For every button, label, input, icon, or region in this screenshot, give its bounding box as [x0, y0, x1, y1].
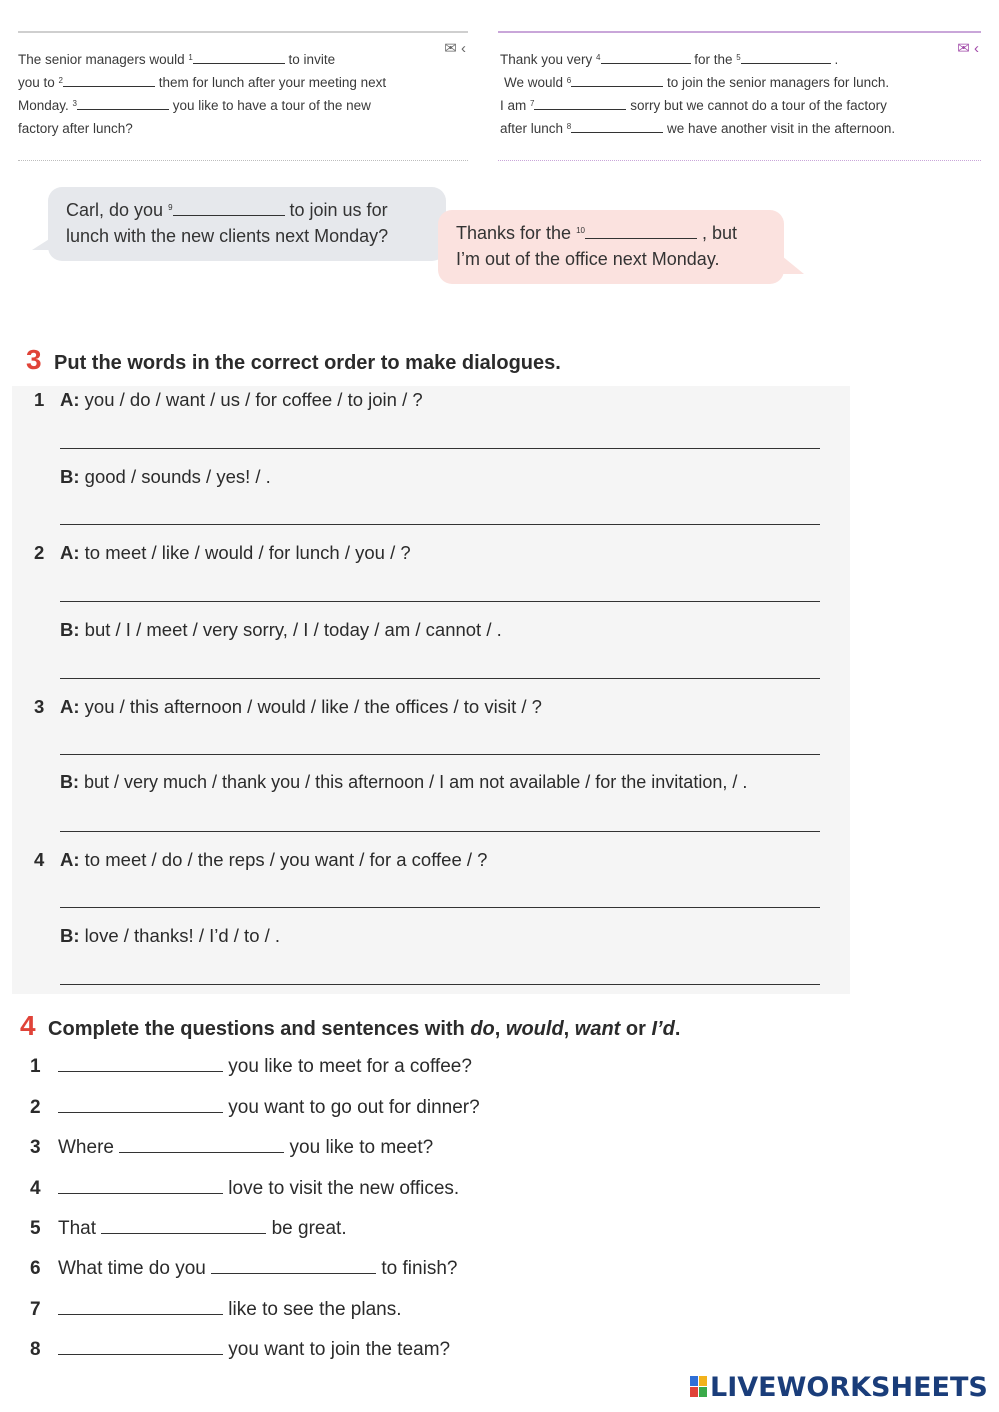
section-title: Complete the questions and sentences with do, would, want or I’d. — [48, 1018, 681, 1040]
sentence-8: 8 you want to join the team? — [30, 1339, 451, 1360]
email-right-line-1: Thank you very $^4$ for the $^5$ . — [500, 52, 839, 67]
blank-8[interactable] — [571, 120, 663, 133]
blank[interactable] — [101, 1219, 266, 1234]
section-title: Put the words in the correct order to make dialogues. — [54, 352, 561, 374]
email-left-line-2: you to $^2$ them for lunch after your meeting next — [18, 75, 387, 90]
blank[interactable] — [58, 1300, 223, 1315]
reply-icon: ‹ — [461, 40, 466, 57]
question-2-b: B: but / I / meet / very sorry, / I / today / am / cannot / . — [60, 619, 502, 640]
answer-line[interactable] — [60, 831, 820, 832]
speech-bubble-reply — [438, 210, 784, 284]
blank-10[interactable] — [585, 224, 697, 239]
blank[interactable] — [58, 1179, 223, 1194]
answer-line[interactable] — [60, 754, 820, 755]
liveworksheets-logo[interactable] — [690, 1372, 990, 1406]
answer-line[interactable] — [60, 984, 820, 985]
blank-6[interactable] — [571, 74, 663, 87]
bubble-line: I’m out of the office next Monday. — [456, 249, 720, 269]
answer-line[interactable] — [60, 524, 820, 525]
question-4-b: B: love / thanks! / I’d / to / . — [60, 925, 281, 946]
question-2-a: 2 A: to meet / like / would / for lunch / you / ? — [34, 542, 411, 563]
email-right-line-4: after lunch $^8$ we have another visit in the afternoon. — [500, 121, 896, 136]
question-1-a: 1 A: you / do / want / us / for coffee / to join / ? — [34, 389, 423, 410]
sentence-4: 4 love to visit the new offices. — [30, 1178, 460, 1199]
sentence-7: 7 like to see the plans. — [30, 1299, 402, 1320]
email-right — [498, 31, 981, 159]
question-3-a: 3 A: you / this afternoon / would / like / the offices / to visit / ? — [34, 696, 542, 717]
bubble-line: Carl, do you $^9$ to join us for — [66, 200, 388, 220]
sentence-2: 2 you want to go out for dinner? — [30, 1097, 480, 1118]
sentence-5: 5 That be great. — [30, 1218, 347, 1239]
divider — [498, 160, 981, 161]
section-number: 3 — [26, 344, 42, 375]
answer-line[interactable] — [60, 601, 820, 602]
question-1-b: B: good / sounds / yes! / . — [60, 466, 271, 487]
logo-icon — [690, 1376, 708, 1398]
blank-4[interactable] — [601, 51, 691, 64]
blank-7[interactable] — [534, 97, 626, 110]
bubble-line: Thanks for the $^{10}$ , but — [456, 223, 737, 243]
answer-line[interactable] — [60, 907, 820, 908]
email-left — [18, 31, 468, 159]
sentence-3: 3 Where you like to meet? — [30, 1137, 434, 1158]
blank[interactable] — [58, 1098, 223, 1113]
blank-1[interactable] — [193, 51, 285, 64]
bubble-tail — [782, 256, 804, 274]
question-4-a: 4 A: to meet / do / the reps / you want / for a coffee / ? — [34, 849, 488, 870]
blank[interactable] — [58, 1340, 223, 1355]
blank-2[interactable] — [63, 74, 155, 87]
email-left-line-1: The senior managers would $^1$ to invite — [18, 52, 336, 67]
blank[interactable] — [211, 1259, 376, 1274]
logo-text: LIVEWORKSHEETS — [710, 1372, 988, 1403]
sentence-6: 6 What time do you to finish? — [30, 1258, 458, 1279]
blank-5[interactable] — [741, 51, 831, 64]
answer-line[interactable] — [60, 448, 820, 449]
bubble-line: lunch with the new clients next Monday? — [66, 226, 389, 246]
email-right-line-3: I am $^7$ sorry but we cannot do a tour of the factory — [500, 98, 887, 113]
divider — [18, 160, 468, 161]
speech-bubble-carl — [48, 187, 446, 261]
email-left-line-3: Monday. $^3$ you like to have a tour of the new — [18, 98, 371, 113]
email-right-line-2: We would $^6$ to join the senior managers for lunch. — [504, 75, 890, 90]
blank-3[interactable] — [77, 97, 169, 110]
mail-icon: ✉ — [444, 40, 457, 57]
sentence-1: 1 you like to meet for a coffee? — [30, 1056, 472, 1077]
mail-icon: ✉ — [957, 40, 970, 57]
section-number: 4 — [20, 1010, 36, 1041]
blank-9[interactable] — [173, 201, 285, 216]
blank[interactable] — [119, 1138, 284, 1153]
section-4-heading — [20, 1010, 680, 1042]
blank[interactable] — [58, 1057, 223, 1072]
reply-icon: ‹ — [974, 40, 979, 57]
section-3-heading — [26, 344, 561, 376]
answer-line[interactable] — [60, 678, 820, 679]
email-left-line-4: factory after lunch? — [18, 121, 133, 136]
question-3-b: B: but / very much / thank you / this afternoon / I am not available / for the invitation, / . — [60, 772, 748, 792]
